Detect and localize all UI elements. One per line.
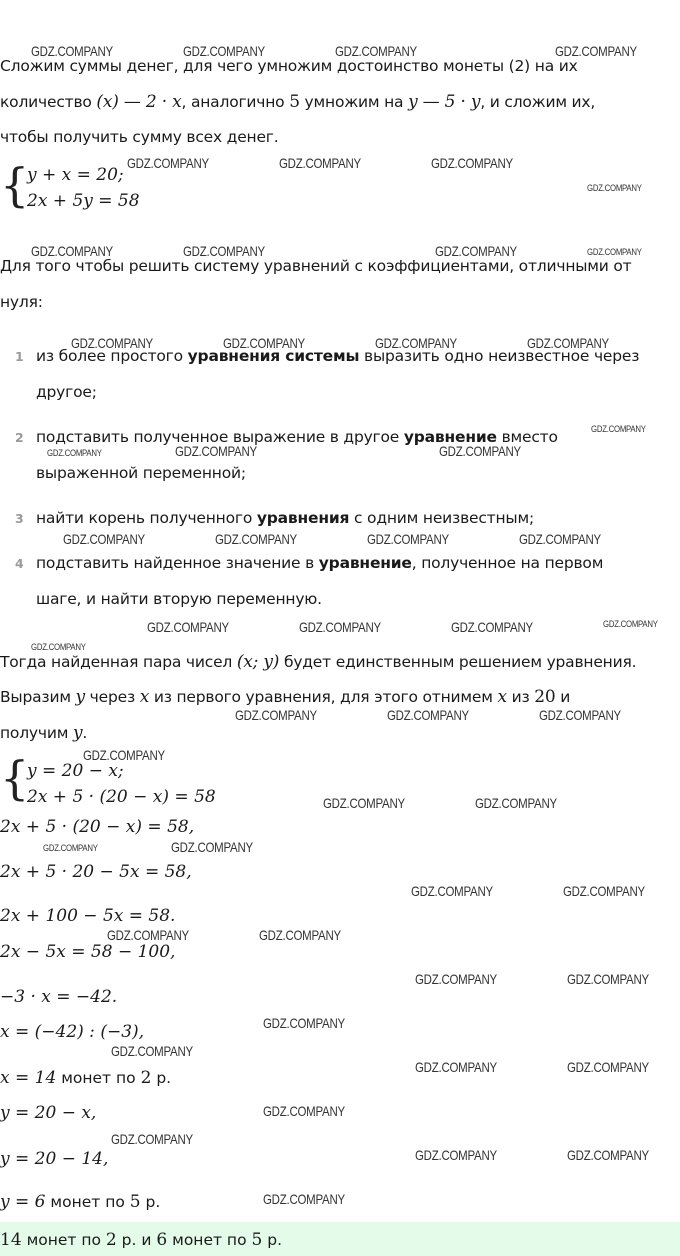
work-line: y = 20 − 14, bbox=[0, 1149, 109, 1169]
watermark-text: GDZ.COMPANY bbox=[263, 1191, 345, 1207]
watermark-text: GDZ.COMPANY bbox=[439, 443, 521, 459]
step-number: 1 bbox=[15, 349, 24, 364]
step-number: 3 bbox=[15, 511, 24, 526]
express-line-2: получим y. bbox=[0, 723, 88, 743]
step-4-line-2: шаге, и найти вторую переменную. bbox=[36, 590, 322, 608]
work-line: x = 14 монет по 2 р. bbox=[0, 1068, 172, 1088]
system-brace: { bbox=[0, 751, 30, 805]
watermark-text: GDZ.COMPANY bbox=[111, 1131, 193, 1147]
watermark-text: GDZ.COMPANY bbox=[335, 43, 417, 59]
step-number: 2 bbox=[15, 430, 24, 445]
work-line: y = 6 монет по 5 р. bbox=[0, 1192, 161, 1212]
intro-line-3: чтобы получить сумму всех денег. bbox=[0, 128, 279, 146]
watermark-text: GDZ.COMPANY bbox=[527, 335, 609, 351]
watermark-text: GDZ.COMPANY bbox=[111, 1043, 193, 1059]
watermark-text: GDZ.COMPANY bbox=[435, 243, 517, 259]
watermark-text: GDZ.COMPANY bbox=[43, 843, 98, 854]
watermark-text: GDZ.COMPANY bbox=[63, 531, 145, 547]
watermark-text: GDZ.COMPANY bbox=[587, 183, 642, 194]
watermark-text: GDZ.COMPANY bbox=[555, 43, 637, 59]
watermark-text: GDZ.COMPANY bbox=[171, 839, 253, 855]
watermark-text: GDZ.COMPANY bbox=[235, 707, 317, 723]
system2-eq1: y = 20 − x; bbox=[27, 761, 124, 781]
watermark-text: GDZ.COMPANY bbox=[147, 619, 229, 635]
intro-line-2: количество (x) — 2 · x, аналогично 5 умножим на y — 5 · y, и сложим их, bbox=[0, 92, 596, 112]
watermark-text: GDZ.COMPANY bbox=[475, 795, 557, 811]
watermark-text: GDZ.COMPANY bbox=[387, 707, 469, 723]
system-brace: { bbox=[0, 158, 30, 212]
work-line: 2x + 100 − 5x = 58. bbox=[0, 906, 176, 926]
step-3-line-1: найти корень полученного уравнения с одним неизвестным; bbox=[36, 509, 534, 527]
watermark-text: GDZ.COMPANY bbox=[415, 971, 497, 987]
watermark-text: GDZ.COMPANY bbox=[591, 424, 646, 435]
watermark-text: GDZ.COMPANY bbox=[375, 335, 457, 351]
watermark-text: GDZ.COMPANY bbox=[259, 927, 341, 943]
watermark-text: GDZ.COMPANY bbox=[603, 619, 658, 630]
watermark-text: GDZ.COMPANY bbox=[567, 1059, 649, 1075]
watermark-text: GDZ.COMPANY bbox=[567, 1147, 649, 1163]
system2-eq2: 2x + 5 · (20 − x) = 58 bbox=[27, 787, 216, 807]
watermark-text: GDZ.COMPANY bbox=[263, 1103, 345, 1119]
step-2-line-1: подставить полученное выражение в другое уравнение вместо bbox=[36, 428, 558, 446]
watermark-text: GDZ.COMPANY bbox=[71, 335, 153, 351]
watermark-text: GDZ.COMPANY bbox=[223, 335, 305, 351]
work-line: 2x − 5x = 58 − 100, bbox=[0, 942, 176, 962]
watermark-text: GDZ.COMPANY bbox=[175, 443, 257, 459]
watermark-text: GDZ.COMPANY bbox=[411, 883, 493, 899]
watermark-text: GDZ.COMPANY bbox=[415, 1147, 497, 1163]
watermark-text: GDZ.COMPANY bbox=[299, 619, 381, 635]
watermark-text: GDZ.COMPANY bbox=[47, 448, 102, 459]
watermark-text: GDZ.COMPANY bbox=[415, 1059, 497, 1075]
watermark-text: GDZ.COMPANY bbox=[451, 619, 533, 635]
intro-line-1: Сложим суммы денег, для чего умножим достоинство монеты (2) на их bbox=[0, 57, 578, 75]
watermark-text: GDZ.COMPANY bbox=[519, 531, 601, 547]
watermark-text: GDZ.COMPANY bbox=[279, 155, 361, 171]
step-2-line-2: выраженной переменной; bbox=[36, 464, 246, 482]
express-line-1: Выразим y через x из первого уравнения, для этого отнимем x из 20 и bbox=[0, 687, 571, 707]
answer-box bbox=[0, 1222, 680, 1256]
watermark-text: GDZ.COMPANY bbox=[31, 642, 86, 653]
watermark-text: GDZ.COMPANY bbox=[31, 243, 113, 259]
watermark-text: GDZ.COMPANY bbox=[215, 531, 297, 547]
then-line: Тогда найденная пара чисел (x; y) будет единственным решением уравнения. bbox=[0, 652, 637, 672]
system1-eq2: 2x + 5y = 58 bbox=[27, 191, 140, 211]
rule-line-1: Для того чтобы решить систему уравнений с коэффициентами, отличными от bbox=[0, 257, 632, 275]
cut-off-line-fragment bbox=[0, 0, 680, 5]
watermark-text: GDZ.COMPANY bbox=[539, 707, 621, 723]
watermark-text: GDZ.COMPANY bbox=[323, 795, 405, 811]
answer-text: 14 монет по 2 р. и 6 монет по 5 р. bbox=[0, 1230, 283, 1250]
watermark-text: GDZ.COMPANY bbox=[107, 927, 189, 943]
watermark-text: GDZ.COMPANY bbox=[587, 247, 642, 258]
work-line: 2x + 5 · (20 − x) = 58, bbox=[0, 817, 195, 837]
step-1-line-2: другое; bbox=[36, 383, 97, 401]
watermark-text: GDZ.COMPANY bbox=[367, 531, 449, 547]
watermark-text: GDZ.COMPANY bbox=[183, 243, 265, 259]
step-1-line-1: из более простого уравнения системы выразить одно неизвестное через bbox=[36, 347, 640, 365]
watermark-text: GDZ.COMPANY bbox=[563, 883, 645, 899]
watermark-text: GDZ.COMPANY bbox=[31, 43, 113, 59]
rule-line-2: нуля: bbox=[0, 293, 43, 311]
watermark-text: GDZ.COMPANY bbox=[263, 1015, 345, 1031]
step-number: 4 bbox=[15, 556, 24, 571]
watermark-text: GDZ.COMPANY bbox=[127, 155, 209, 171]
work-line: x = (−42) : (−3), bbox=[0, 1022, 145, 1042]
work-line: 2x + 5 · 20 − 5x = 58, bbox=[0, 862, 192, 882]
watermark-text: GDZ.COMPANY bbox=[431, 155, 513, 171]
watermark-text: GDZ.COMPANY bbox=[183, 43, 265, 59]
system1-eq1: y + x = 20; bbox=[27, 165, 124, 185]
work-line: y = 20 − x, bbox=[0, 1103, 97, 1123]
step-4-line-1: подставить найденное значение в уравнение, полученное на первом bbox=[36, 554, 604, 572]
work-line: −3 · x = −42. bbox=[0, 987, 118, 1007]
watermark-text: GDZ.COMPANY bbox=[567, 971, 649, 987]
watermark-text: GDZ.COMPANY bbox=[83, 747, 165, 763]
